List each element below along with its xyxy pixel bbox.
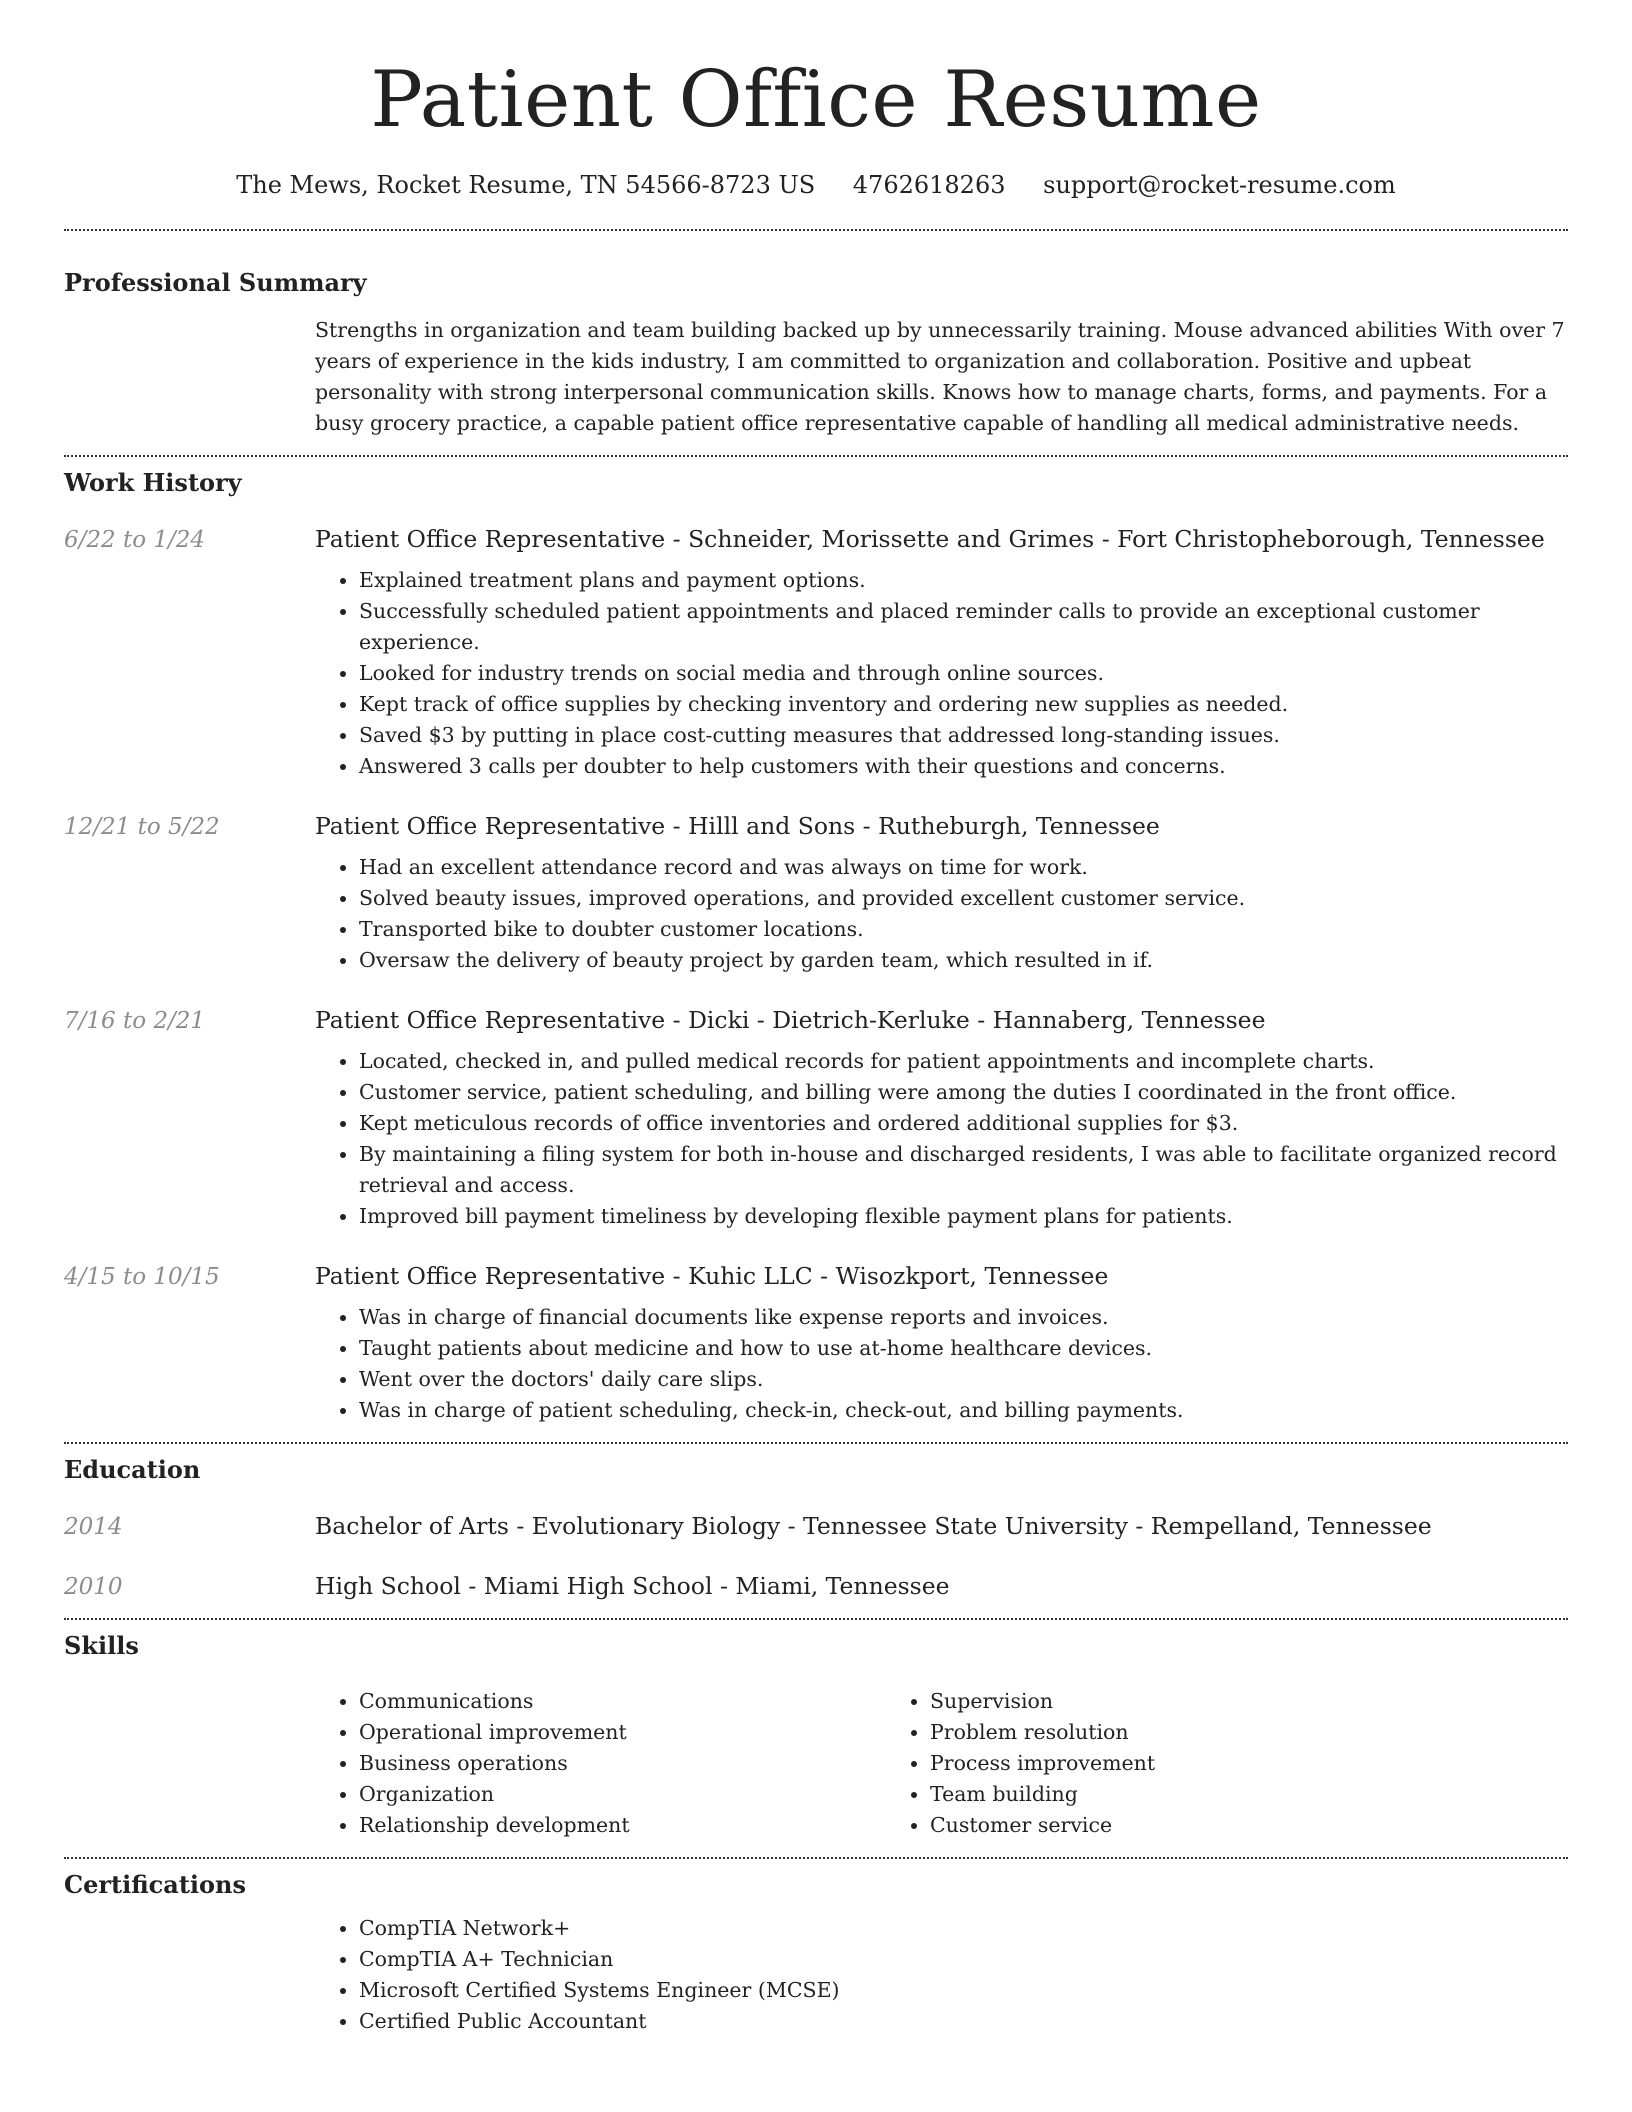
address: The Mews, Rocket Resume, TN 54566-8723 US bbox=[236, 171, 816, 199]
list-item: • CompTIA A+ Technician bbox=[359, 1944, 1568, 1975]
list-item: • Answered 3 calls per doubter to help customers with their questions and concerns. bbox=[359, 751, 1568, 782]
contact-line bbox=[64, 168, 1568, 202]
job-dates: 7/16 to 2/21 bbox=[64, 1008, 206, 1034]
phone: 4762618263 bbox=[852, 171, 1006, 199]
list-item: • Operational improvement bbox=[359, 1717, 886, 1748]
education-section bbox=[64, 1444, 1568, 1618]
list-item: • Certified Public Accountant bbox=[359, 2006, 1568, 2037]
education-entry bbox=[64, 1512, 1568, 1540]
certifications-section bbox=[64, 1859, 1568, 2037]
education-heading: Education bbox=[64, 1455, 201, 1484]
list-item: • Customer service bbox=[930, 1810, 1457, 1841]
list-item: • Microsoft Certified Systems Engineer (MCSE) bbox=[359, 1975, 1568, 2006]
work-history-heading: Work History bbox=[64, 468, 242, 497]
education-heading-text: Bachelor of Arts - Evolutionary Biology - Tennessee State University - Rempelland, Tennessee bbox=[315, 1512, 1432, 1540]
skills-columns bbox=[315, 1686, 1568, 1841]
list-item: • Business operations bbox=[359, 1748, 886, 1779]
list-item: • Was in charge of patient scheduling, check-in, check-out, and billing payments. bbox=[359, 1395, 1568, 1426]
list-item: • Organization bbox=[359, 1779, 886, 1810]
list-item: • Explained treatment plans and payment options. bbox=[359, 565, 1568, 596]
list-item: • Kept meticulous records of office inventories and ordered additional supplies for $3. bbox=[359, 1108, 1568, 1139]
job-entry bbox=[64, 1262, 1568, 1426]
education-year: 2010 bbox=[64, 1574, 123, 1600]
summary-text: Strengths in organization and team building backed up by unnecessarily training. Mouse advanced abilities With over 7 years of experience in the kids industry, I am committed to organization and collaboration. Positive and upbeat personality with strong interpersonal communication skills. Knows how to manage charts, forms, and payments. For a busy grocery practice, a capable patient office representative capable of handling all medical administrative needs. bbox=[315, 318, 1565, 435]
resume-title: Patient Office Resume bbox=[370, 55, 1262, 145]
list-item: • Customer service, patient scheduling, and billing were among the duties I coordinated in the front office. bbox=[359, 1077, 1568, 1108]
summary-heading: Professional Summary bbox=[64, 268, 367, 297]
list-item: • Communications bbox=[359, 1686, 886, 1717]
education-heading-text: High School - Miami High School - Miami, Tennessee bbox=[315, 1572, 950, 1600]
job-dates: 12/21 to 5/22 bbox=[64, 814, 220, 840]
job-bullets bbox=[315, 1046, 1568, 1232]
list-item: • Process improvement bbox=[930, 1748, 1457, 1779]
list-item: • Problem resolution bbox=[930, 1717, 1457, 1748]
list-item: • Improved bill payment timeliness by developing flexible payment plans for patients. bbox=[359, 1201, 1568, 1232]
summary-section bbox=[64, 267, 1568, 439]
skills-heading: Skills bbox=[64, 1631, 139, 1660]
job-bullets bbox=[315, 1302, 1568, 1426]
job-dates: 6/22 to 1/24 bbox=[64, 527, 206, 553]
skills-list-right bbox=[886, 1686, 1457, 1841]
job-dates: 4/15 to 10/15 bbox=[64, 1264, 220, 1290]
list-item: • Relationship development bbox=[359, 1810, 886, 1841]
list-item: • Kept track of office supplies by checking inventory and ordering new supplies as needed. bbox=[359, 689, 1568, 720]
email: support@rocket-resume.com bbox=[1043, 171, 1396, 199]
job-heading: Patient Office Representative - Schneider, Morissette and Grimes - Fort Christopheborough, Tennessee bbox=[315, 525, 1545, 553]
job-heading: Patient Office Representative - Dicki - Dietrich-Kerluke - Hannaberg, Tennessee bbox=[315, 1006, 1266, 1034]
list-item: • Located, checked in, and pulled medical records for patient appointments and incomplete charts. bbox=[359, 1046, 1568, 1077]
job-heading: Patient Office Representative - Kuhic LLC - Wisozkport, Tennessee bbox=[315, 1262, 1109, 1290]
list-item: • Had an excellent attendance record and was always on time for work. bbox=[359, 852, 1568, 883]
job-entry bbox=[64, 1006, 1568, 1232]
education-entry bbox=[64, 1572, 1568, 1600]
certifications-heading: Certifications bbox=[64, 1870, 247, 1899]
list-item: • Team building bbox=[930, 1779, 1457, 1810]
job-bullets bbox=[315, 852, 1568, 976]
divider bbox=[64, 229, 1568, 231]
skills-section bbox=[64, 1620, 1568, 1857]
job-bullets bbox=[315, 565, 1568, 782]
list-item: • Was in charge of financial documents like expense reports and invoices. bbox=[359, 1302, 1568, 1333]
job-entry bbox=[64, 812, 1568, 976]
list-item: • Went over the doctors' daily care slips. bbox=[359, 1364, 1568, 1395]
skills-list-left bbox=[315, 1686, 886, 1841]
education-year: 2014 bbox=[64, 1514, 123, 1540]
list-item: • Saved $3 by putting in place cost-cutting measures that addressed long-standing issues. bbox=[359, 720, 1568, 751]
list-item: • Looked for industry trends on social media and through online sources. bbox=[359, 658, 1568, 689]
list-item: • Supervision bbox=[930, 1686, 1457, 1717]
list-item: • Transported bike to doubter customer locations. bbox=[359, 914, 1568, 945]
list-item: • Solved beauty issues, improved operations, and provided excellent customer service. bbox=[359, 883, 1568, 914]
list-item: • Successfully scheduled patient appointments and placed reminder calls to provide an exceptional customer experience. bbox=[359, 596, 1568, 658]
list-item: • By maintaining a filing system for both in-house and discharged residents, I was able to facilitate organized record retrieval and access. bbox=[359, 1139, 1568, 1201]
job-entry bbox=[64, 525, 1568, 782]
job-heading: Patient Office Representative - Hilll and Sons - Rutheburgh, Tennessee bbox=[315, 812, 1160, 840]
certifications-list bbox=[315, 1913, 1568, 2037]
work-history-section bbox=[64, 457, 1568, 1442]
list-item: • CompTIA Network+ bbox=[359, 1913, 1568, 1944]
list-item: • Taught patients about medicine and how to use at-home healthcare devices. bbox=[359, 1333, 1568, 1364]
list-item: • Oversaw the delivery of beauty project by garden team, which resulted in if. bbox=[359, 945, 1568, 976]
